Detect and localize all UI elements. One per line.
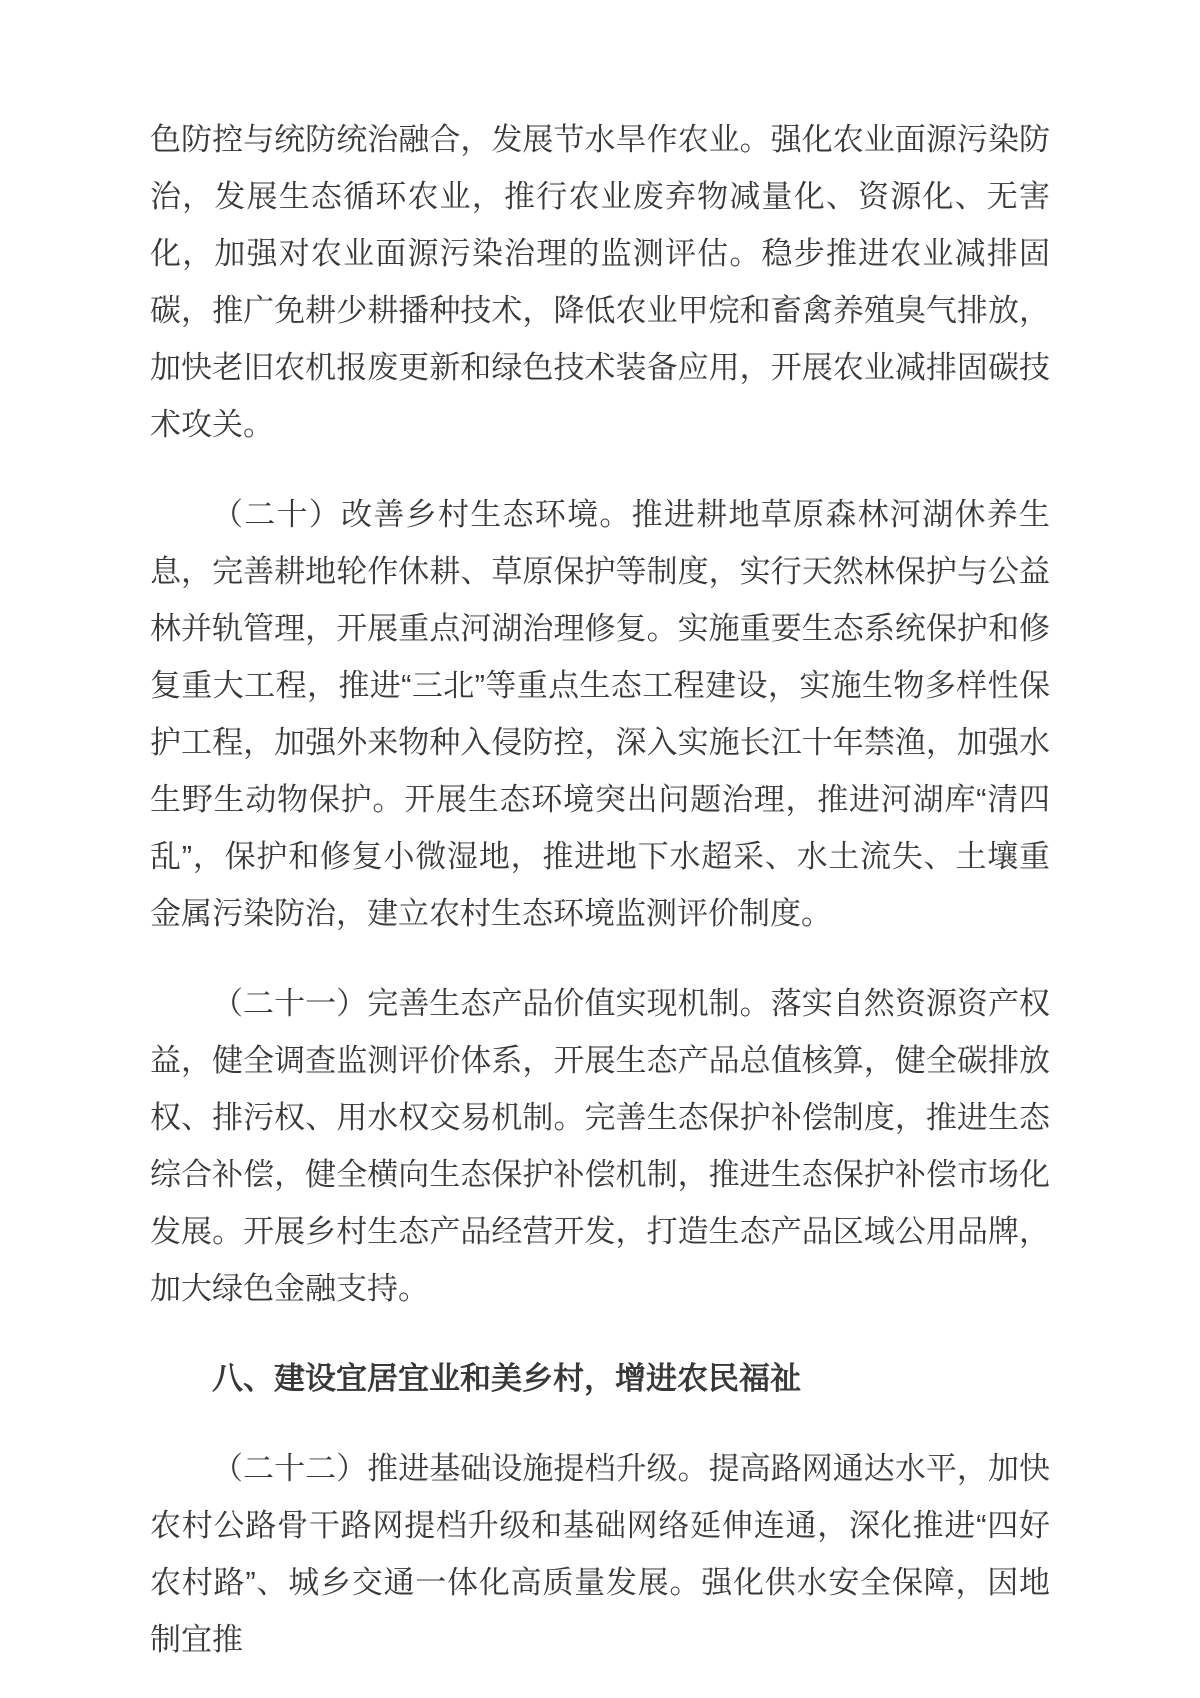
paragraph-continuation-green-agriculture: 色防控与统防统治融合，发展节水旱作农业。强化农业面源污染防治，发展生态循环农业，推行农业废弃物减量化、资源化、无害化，加强对农业面源污染治理的监测评估。稳步推进农业减排固碳，推广免耕少耕播种技术，降低农业甲烷和畜禽养殖臭气排放，加快老旧农机报废更新和绿色技术装备应用，开展农业减排固碳技术攻关。 — [150, 122, 1050, 442]
paragraph-item-21-eco-product-value: （二十一）完善生态产品价值实现机制。落实自然资源资产权益，健全调查监测评价体系，开展生态产品总值核算，健全碳排放权、排污权、用水权交易机制。完善生态保护补偿制度，推进生态综合补偿，健全横向生态保护补偿机制，推进生态保护补偿市场化发展。开展乡村生态产品经营开发，打造生态产品区域公用品牌，加大绿色金融支持。 — [150, 986, 1050, 1306]
paragraph-item-22-infrastructure: （二十二）推进基础设施提档升级。提高路网通达水平，加快农村公路骨干路网提档升级和基础网络延伸连通，深化推进“四好农村路”、城乡交通一体化高质量发展。强化供水安全保障，因地制宜推 — [150, 1451, 1050, 1657]
paragraph-item-20-rural-ecology: （二十）改善乡村生态环境。推进耕地草原森林河湖休养生息，完善耕地轮作休耕、草原保护等制度，实行天然林保护与公益林并轨管理，开展重点河湖治理修复。实施重要生态系统保护和修复重大工程，推进“三北”等重点生态工程建设，实施生物多样性保护工程，加强外来物种入侵防控，深入实施长江十年禁渔，加强水生野生动物保护。开展生态环境突出问题治理，推进河湖库“清四乱”，保护和修复小微湿地，推进地下水超采、水土流失、土壤重金属污染防治，建立农村生态环境监测评价制度。 — [150, 497, 1050, 931]
section-heading-part-8: 八、建设宜居宜业和美乡村，增进农民福祉 — [212, 1361, 801, 1396]
